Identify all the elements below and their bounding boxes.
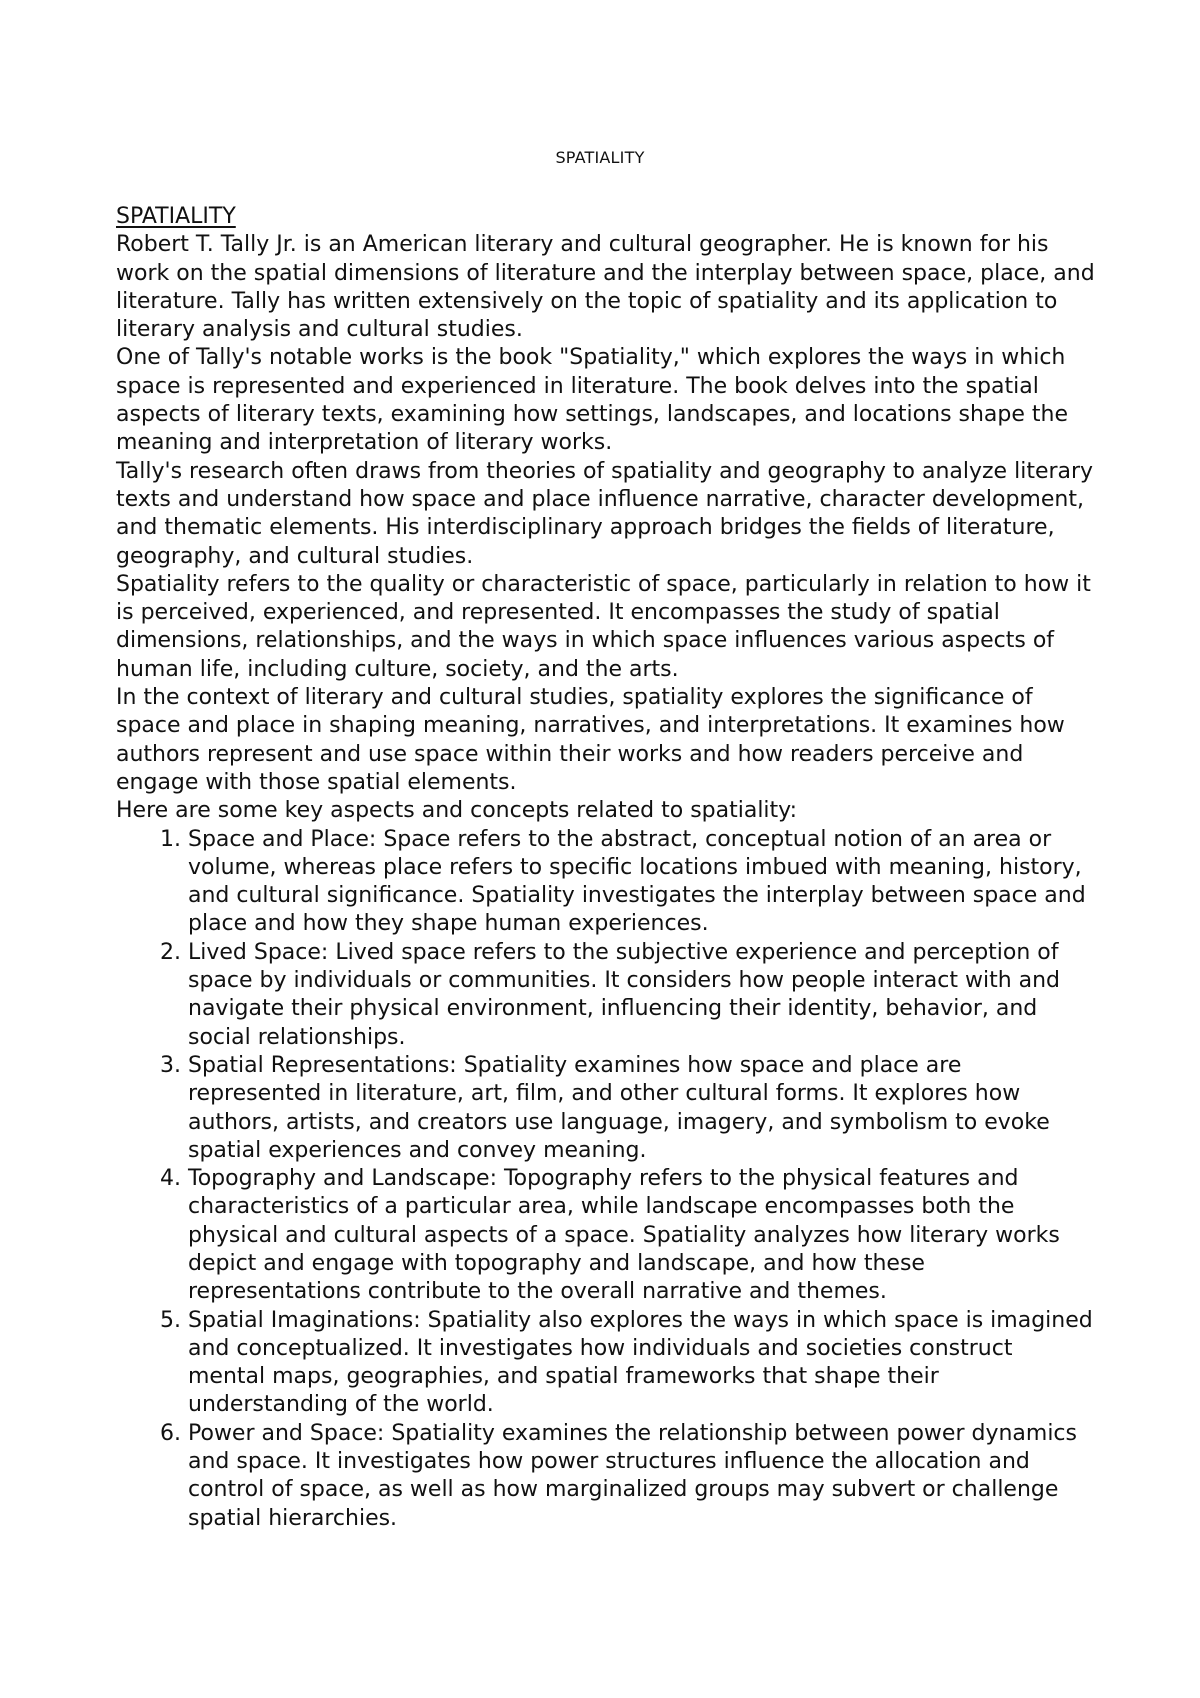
paragraph-research: Tally's research often draws from theories of spatiality and geography to analyze literary texts and understand how space and place influence narrative, character development, and thematic elements. His interdisciplinary approach bridges the fields of literature, geography, and cultural studies. [116,458,1094,569]
list-item: 6. Power and Space: Spatiality examines the relationship between power dynamics and space. It investigates how power structures influence the allocation and control of space, as well as how marginalized groups may subvert or challenge spatial hierarchies. [188,1420,1096,1533]
paragraph-intro: Robert T. Tally Jr. is an American literary and cultural geographer. He is known for his work on the spatial dimensions of literature and the interplay between space, place, and literature. Tally has written extensively on the topic of spatiality and its application to literary analysis and cultural studies. [116,232,1095,343]
list-item: 5. Spatial Imaginations: Spatiality also explores the ways in which space is imagined and conceptualized. It investigates how individuals and societies construct mental maps, geographies, and spatial frameworks that shape their understanding of the world. [188,1307,1096,1420]
document-body [116,203,1096,1533]
paragraph-list-intro: Here are some key aspects and concepts related to spatiality: [116,798,798,824]
paragraph-definition: Spatiality refers to the quality or characteristic of space, particularly in relation to how it is perceived, experienced, and represented. It encompasses the study of spatial dimensions, relationships, and the ways in which space influences various aspects of human life, including culture, society, and the arts. [116,571,1091,682]
paragraph-context: In the context of literary and cultural studies, spatiality explores the significance of space and place in shaping meaning, narratives, and interpretations. It examines how authors represent and use space within their works and how readers perceive and engage with those spatial elements. [116,685,1065,795]
section-title: SPATIALITY [116,204,236,229]
list-item: 3. Spatial Representations: Spatiality examines how space and place are represented in literature, art, film, and other cultural forms. It explores how authors, artists, and creators use language, imagery, and symbolism to evoke spatial experiences and convey meaning. [188,1052,1096,1165]
key-aspects-list [116,826,1096,1533]
paragraph-book: One of Tally's notable works is the book "Spatiality," which explores the ways in which space is represented and experienced in literature. The book delves into the spatial aspects of literary texts, examining how settings, landscapes, and locations shape the meaning and interpretation of literary works. [116,345,1069,456]
page-header-title: SPATIALITY [555,148,645,167]
list-item: 4. Topography and Landscape: Topography refers to the physical features and characteristics of a particular area, while landscape encompasses both the physical and cultural aspects of a space. Spatiality analyzes how literary works depict and engage with topography and landscape, and how these representations contribute to the overall narrative and themes. [188,1165,1096,1306]
list-item: 1. Space and Place: Space refers to the abstract, conceptual notion of an area or volume, whereas place refers to specific locations imbued with meaning, history, and cultural significance. Spatiality investigates the interplay between space and place and how they shape human experiences. [188,826,1096,939]
list-item: 2. Lived Space: Lived space refers to the subjective experience and perception of space by individuals or communities. It considers how people interact with and navigate their physical environment, influencing their identity, behavior, and social relationships. [188,939,1096,1052]
